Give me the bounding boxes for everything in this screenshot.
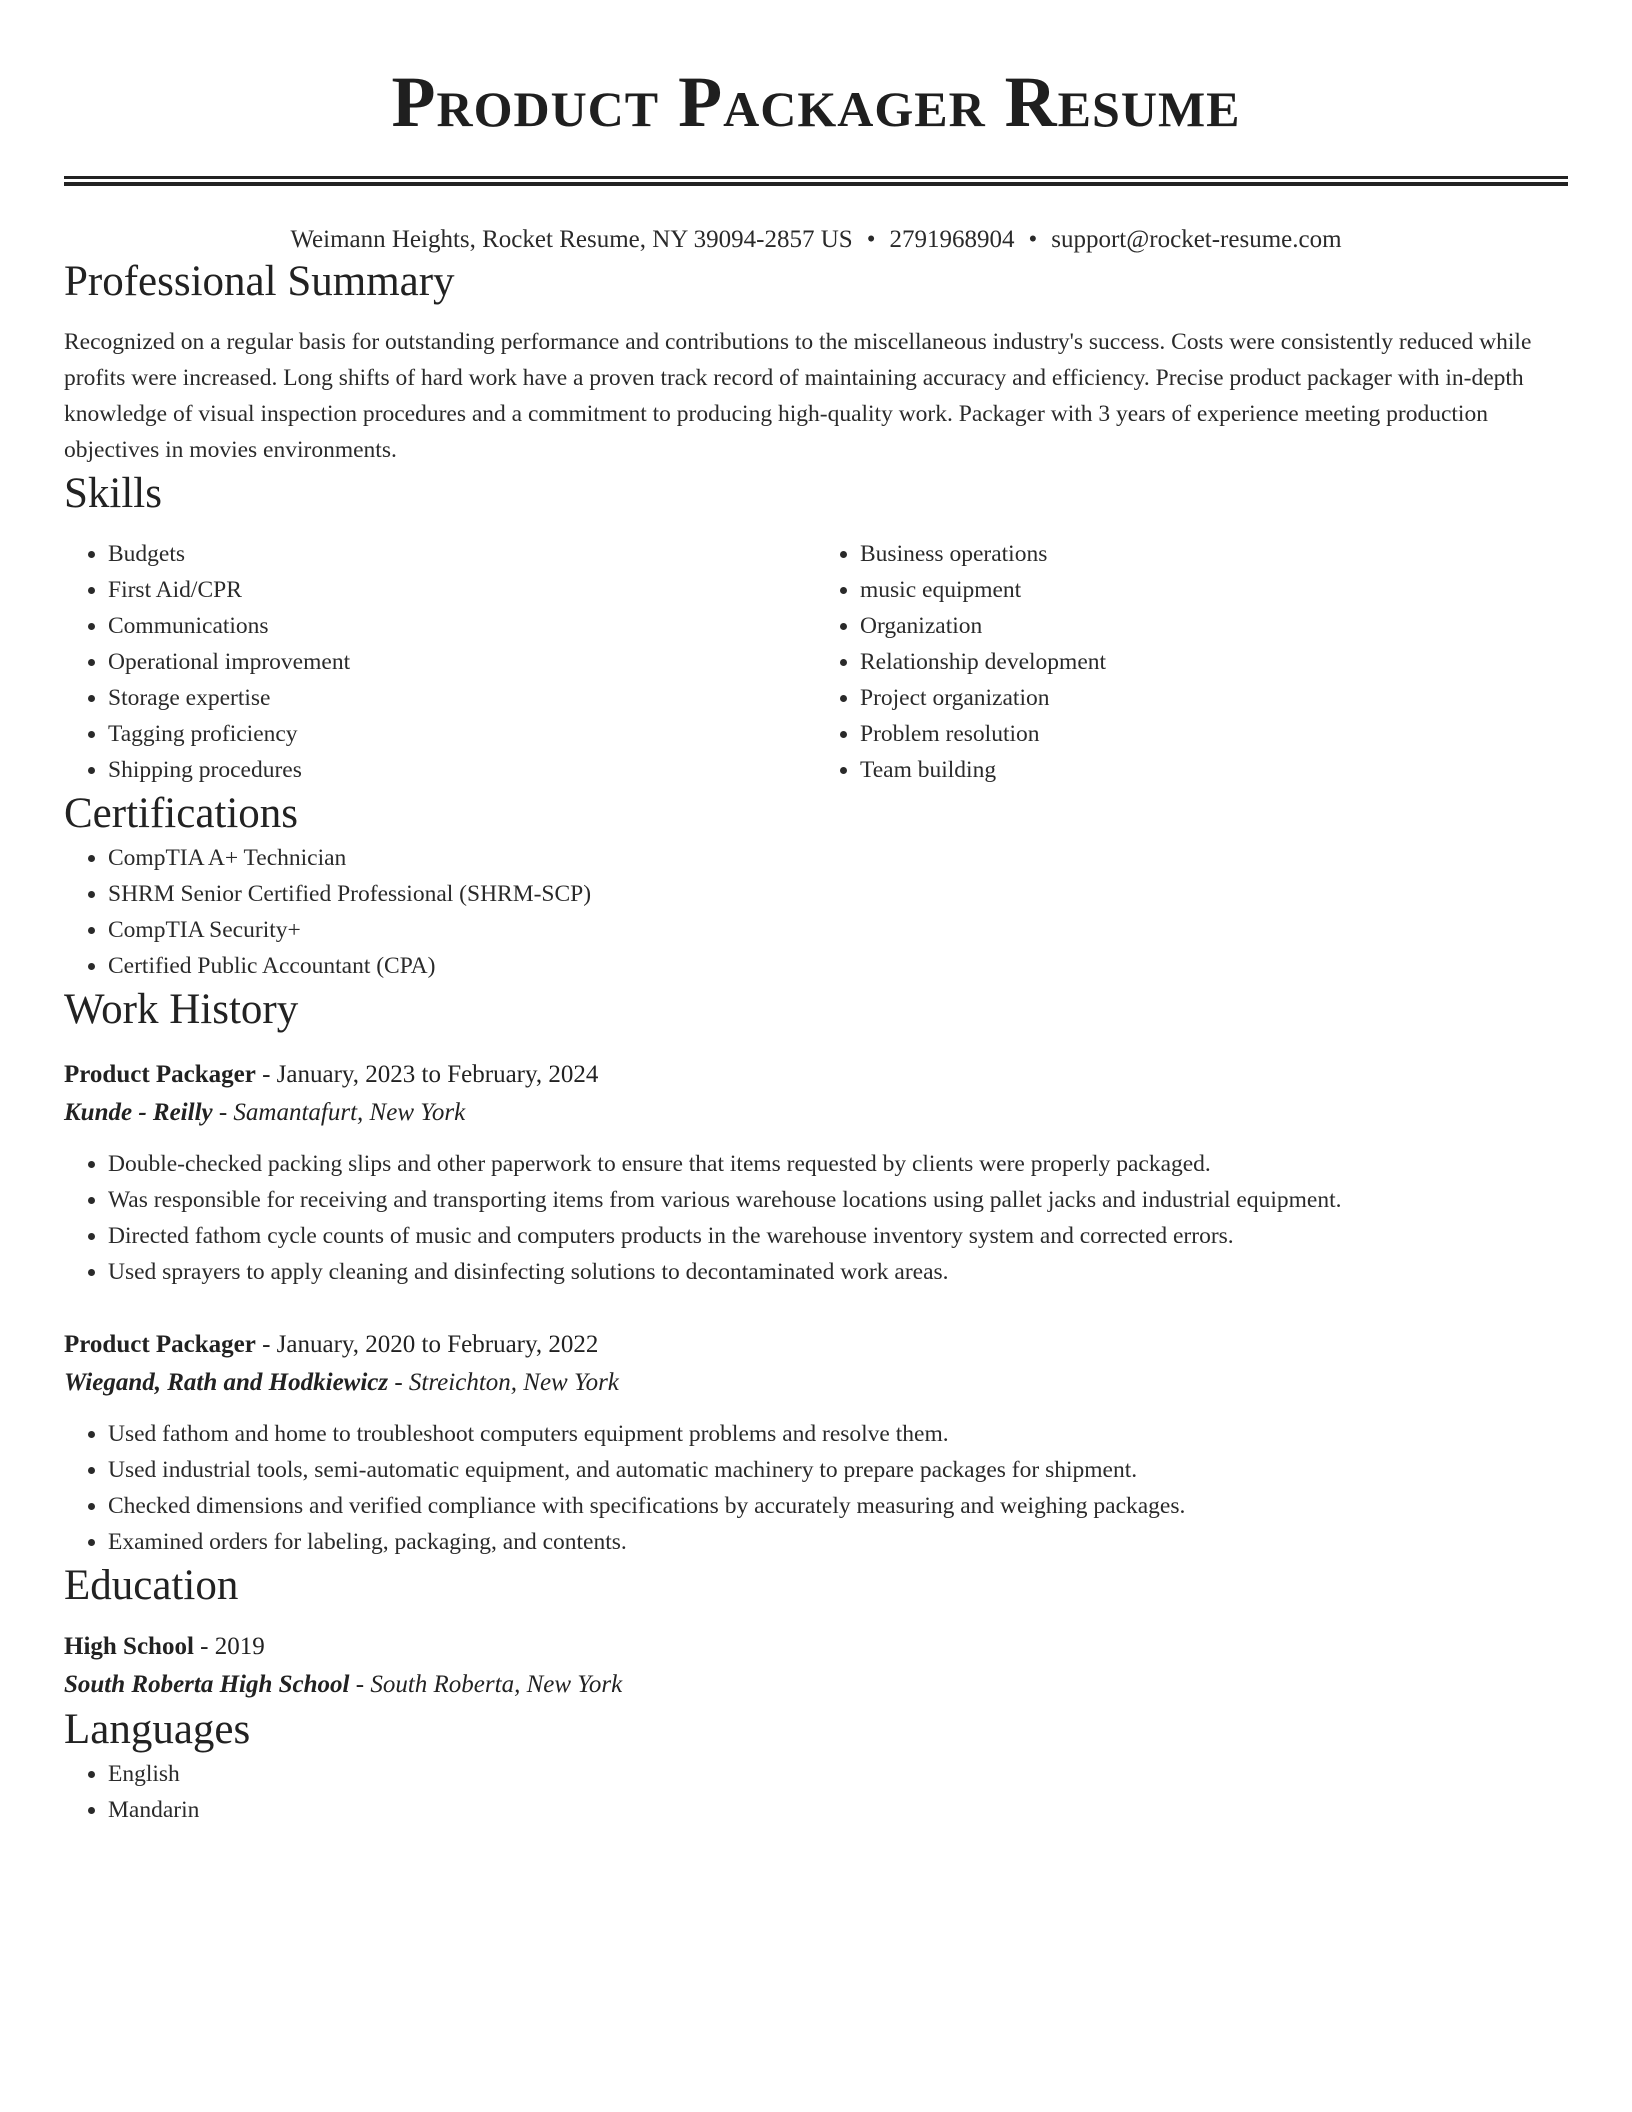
job-title: Product Packager <box>64 1331 256 1358</box>
skills-heading: Skills <box>64 470 162 517</box>
job-duties-list <box>64 1146 1568 1290</box>
certification-item: • CompTIA A+ Technician <box>108 840 1568 876</box>
skill-item: • Team building <box>860 752 1568 788</box>
job-duty-item: • Double-checked packing slips and other paperwork to ensure that items requested by clients were properly packaged. <box>108 1146 1568 1182</box>
job-dates: - January, 2020 to February, 2022 <box>255 1331 599 1358</box>
job-title-line <box>64 1326 1568 1364</box>
languages-heading: Languages <box>64 1706 251 1753</box>
summary-text: Recognized on a regular basis for outstanding performance and contributions to the miscellaneous industry's success. Costs were consistently reduced while profits were increased. Long shifts of hard work have a proven track record of maintaining accuracy and efficiency. Precise product packager with in-depth knowledge of visual inspection procedures and a commitment to producing high-quality work. Packager with 3 years of experience meeting production objectives in movies environments. <box>64 329 1532 463</box>
certification-item: • Certified Public Accountant (CPA) <box>108 948 1568 984</box>
skill-item: • Project organization <box>860 680 1568 716</box>
certification-item: • CompTIA Security+ <box>108 912 1568 948</box>
skills-list-right <box>816 536 1568 788</box>
degree-year: - 2019 <box>193 1633 265 1660</box>
job-duty-item: • Was responsible for receiving and transporting items from various warehouse locations using pallet jacks and industrial equipment. <box>108 1182 1568 1218</box>
job-title-line <box>64 1056 1568 1094</box>
skill-item: • Communications <box>108 608 816 644</box>
school-location: - South Roberta, New York <box>349 1671 623 1698</box>
skill-item: • Problem resolution <box>860 716 1568 752</box>
job-entry <box>64 1056 1568 1290</box>
job-dates: - January, 2023 to February, 2024 <box>255 1061 599 1088</box>
degree-name: High School <box>64 1633 194 1660</box>
employer-line <box>64 1094 1568 1132</box>
job-entry <box>64 1326 1568 1560</box>
contact-separator: • <box>866 226 876 253</box>
school-name: South Roberta High School <box>64 1671 350 1698</box>
title-double-rule <box>64 176 1568 186</box>
skill-item: • Budgets <box>108 536 816 572</box>
contact-email[interactable]: support@rocket-resume.com <box>1051 226 1342 253</box>
certifications-list <box>64 840 1568 984</box>
education-entry <box>64 1628 1568 1704</box>
job-duty-item: • Directed fathom cycle counts of music and computers products in the warehouse inventory system and corrected errors. <box>108 1218 1568 1254</box>
skill-item: • Relationship development <box>860 644 1568 680</box>
job-title: Product Packager <box>64 1061 256 1088</box>
employer-line <box>64 1364 1568 1402</box>
contact-address: Weimann Heights, Rocket Resume, NY 39094-2857 US <box>290 226 853 253</box>
contact-separator: • <box>1028 226 1038 253</box>
certifications-heading: Certifications <box>64 790 299 837</box>
job-duty-item: • Checked dimensions and verified compliance with specifications by accurately measuring and weighing packages. <box>108 1488 1568 1524</box>
skills-list-left <box>64 536 816 788</box>
employer-location: - Samantafurt, New York <box>212 1099 466 1126</box>
skill-item: • First Aid/CPR <box>108 572 816 608</box>
skill-item: • Shipping procedures <box>108 752 816 788</box>
skill-item: • Operational improvement <box>108 644 816 680</box>
work-history-heading: Work History <box>64 986 299 1033</box>
degree-line <box>64 1628 1568 1666</box>
job-duties-list <box>64 1416 1568 1560</box>
education-heading: Education <box>64 1562 239 1609</box>
contact-line <box>64 224 1568 256</box>
skill-item: • Storage expertise <box>108 680 816 716</box>
skill-item: • Organization <box>860 608 1568 644</box>
contact-phone: 2791968904 <box>889 226 1015 253</box>
skill-item: • Business operations <box>860 536 1568 572</box>
job-duty-item: • Used sprayers to apply cleaning and disinfecting solutions to decontaminated work areas. <box>108 1254 1568 1290</box>
language-item: • Mandarin <box>108 1792 1568 1828</box>
skills-grid <box>64 536 1568 788</box>
employer-name: Kunde - Reilly <box>64 1099 213 1126</box>
job-duty-item: • Used fathom and home to troubleshoot computers equipment problems and resolve them. <box>108 1416 1568 1452</box>
employer-name: Wiegand, Rath and Hodkiewicz <box>64 1369 389 1396</box>
job-duty-item: • Examined orders for labeling, packaging, and contents. <box>108 1524 1568 1560</box>
job-duty-item: • Used industrial tools, semi-automatic equipment, and automatic machinery to prepare packages for shipment. <box>108 1452 1568 1488</box>
language-item: • English <box>108 1756 1568 1792</box>
employer-location: - Streichton, New York <box>388 1369 619 1396</box>
page-title: Product Packager Resume <box>391 62 1241 142</box>
skill-item: • Tagging proficiency <box>108 716 816 752</box>
languages-list <box>64 1756 1568 1828</box>
summary-heading: Professional Summary <box>64 258 455 305</box>
skill-item: • music equipment <box>860 572 1568 608</box>
certification-item: • SHRM Senior Certified Professional (SHRM-SCP) <box>108 876 1568 912</box>
school-line <box>64 1666 1568 1704</box>
